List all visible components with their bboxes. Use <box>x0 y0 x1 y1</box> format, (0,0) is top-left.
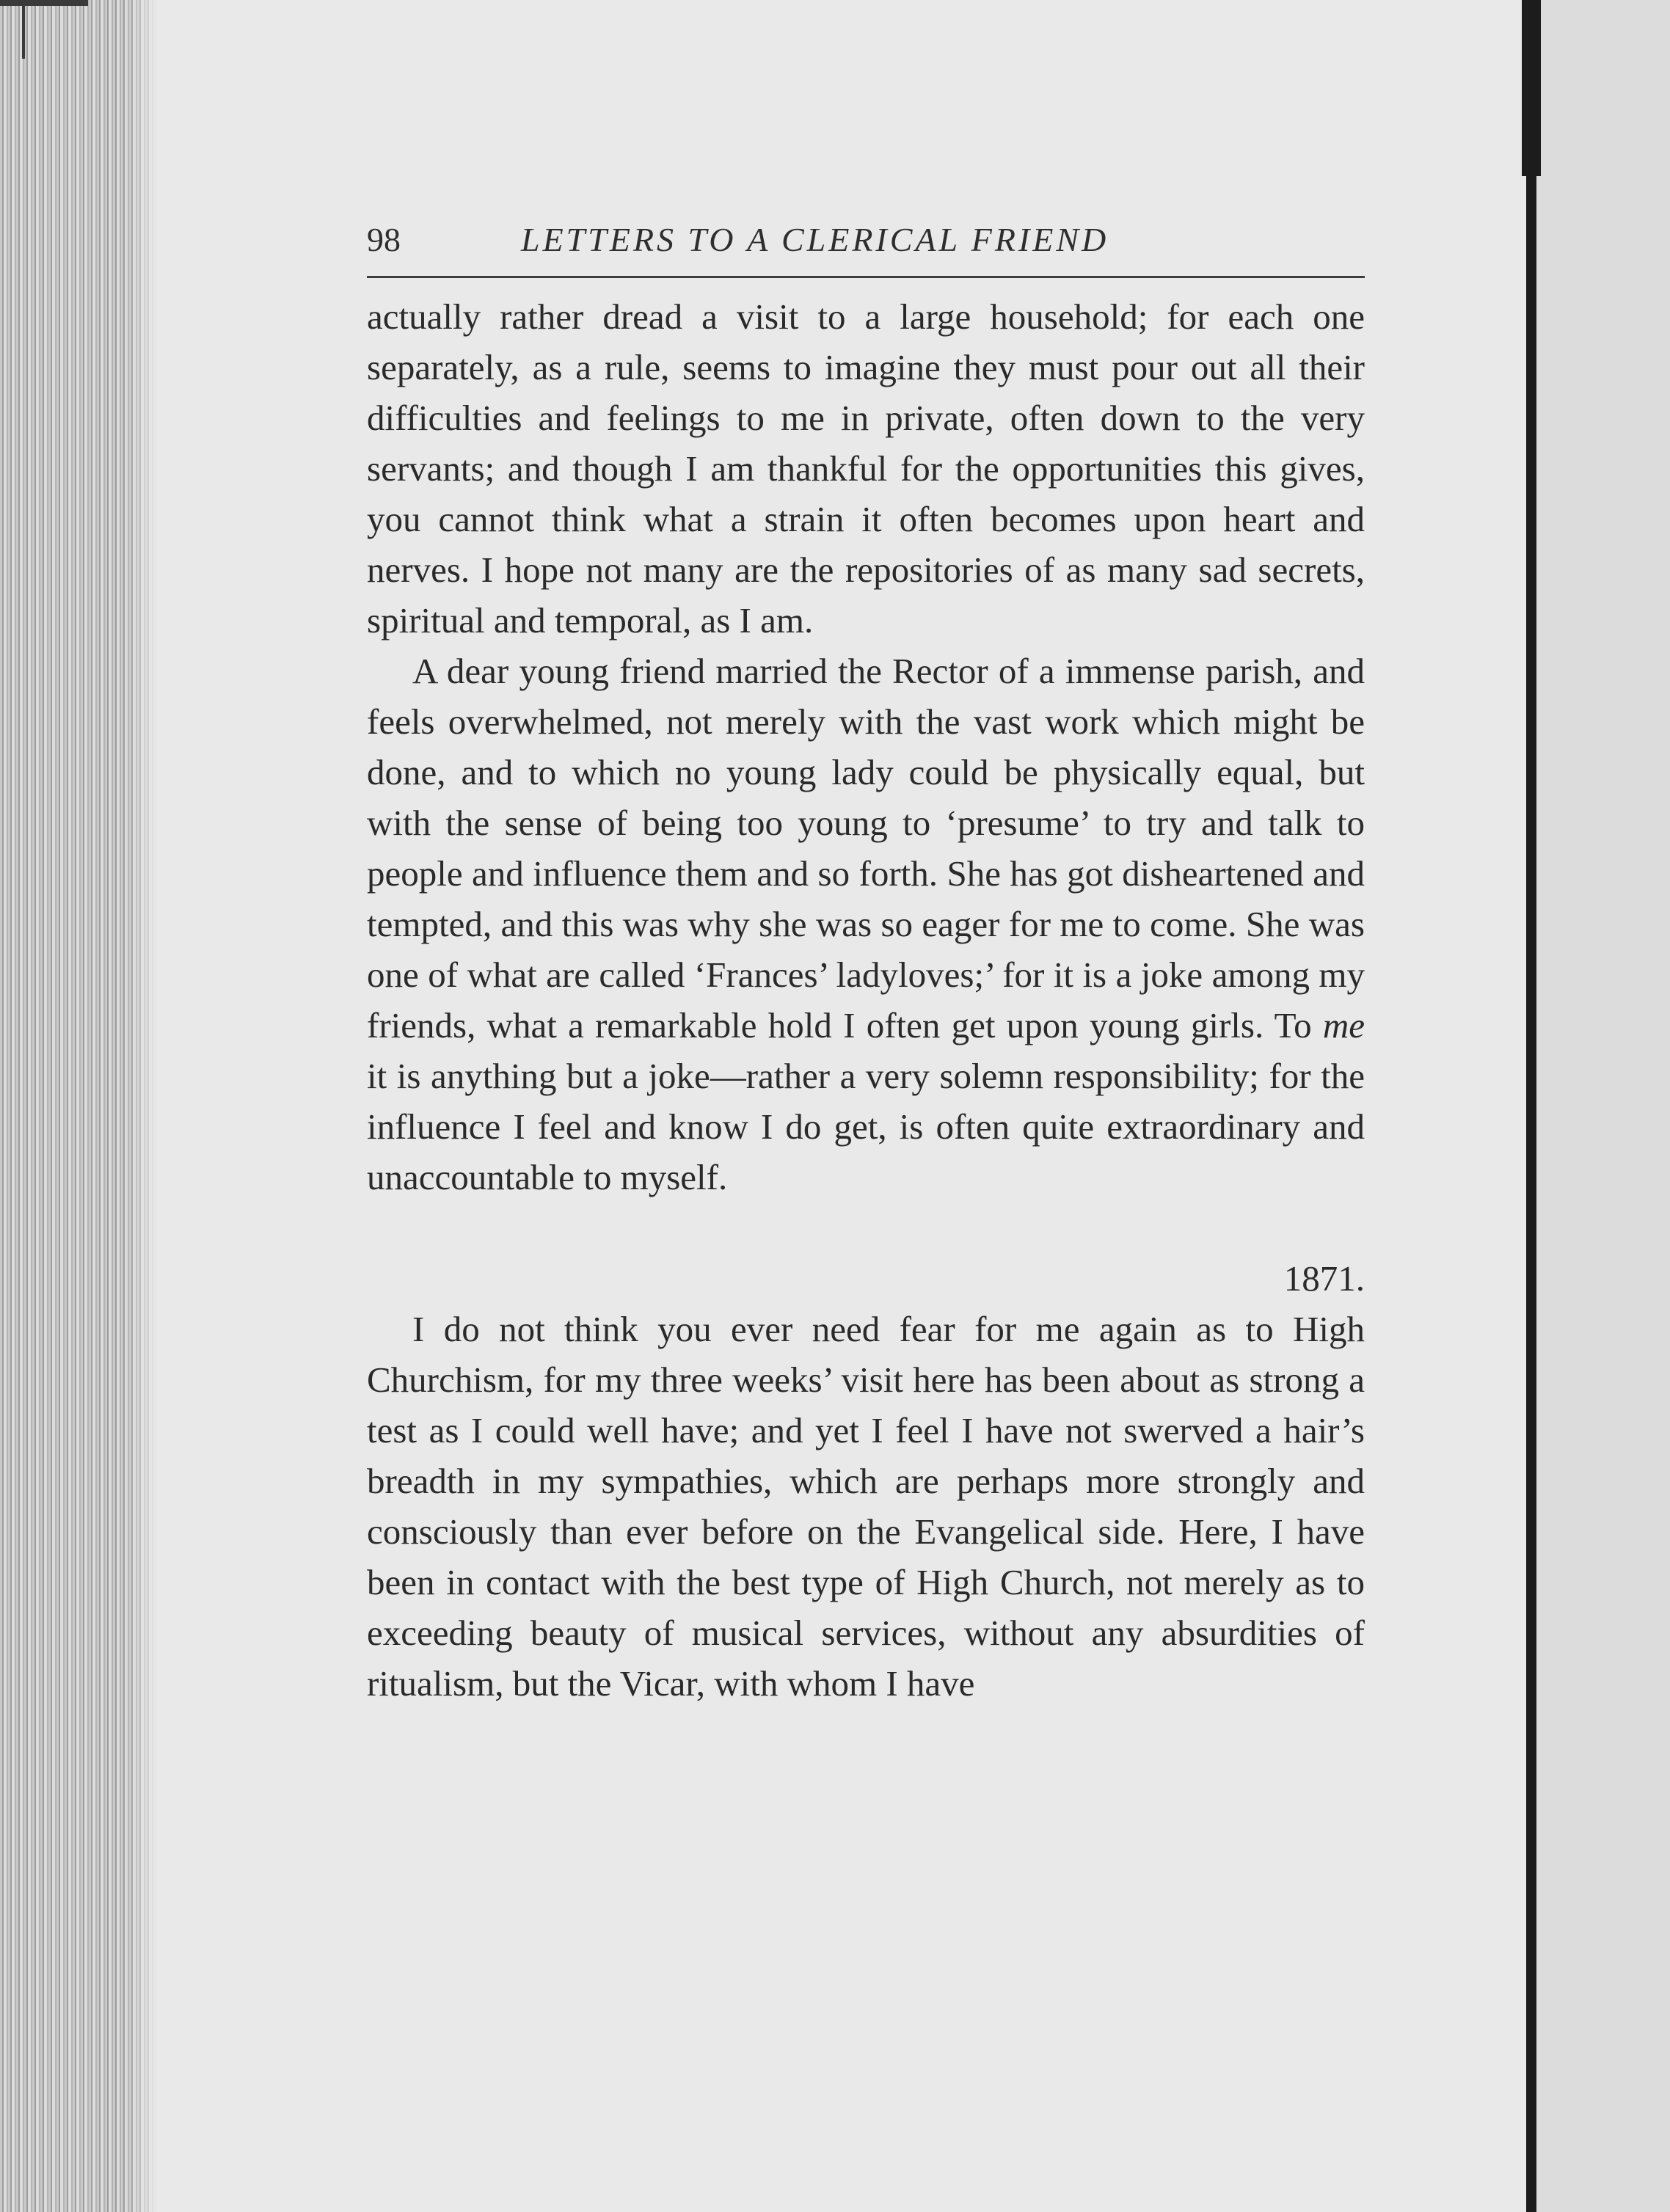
page-body <box>367 220 1365 1709</box>
header-rule <box>367 276 1365 278</box>
paragraph-continued: actually rather dread a visit to a large household; for each one separately, as a rule, seems to imagine they must pour out all their difficulties and feelings to me in private, often down to the very servants; and though I am thankful for the opportunities this gives, you cannot think what a strain it often becomes upon heart and nerves. I hope not many are the repositories of as many sad secrets, spiritual and temporal, as I am. <box>367 296 1365 640</box>
scan-corner-line <box>22 0 25 59</box>
running-title: LETTERS TO A CLERICAL FRIEND <box>521 221 1109 258</box>
page-edge-shadow <box>128 0 158 2212</box>
paragraph-high-churchism: I do not think you ever need fear for me again as to High Churchism, for my three weeks’ visit here has been about as strong a test as I could well have; and yet I feel I have not swerved a hair’s breadth in my sympathies, which are perhaps more strongly and consciously than ever before on the Evangelical side. Here, I have been in contact with the best type of High Church, not merely as to exceeding beauty of musical services, without any absurdities of ritualism, but the Vicar, with whom I have <box>367 1309 1365 1704</box>
running-head <box>367 220 1365 269</box>
letter-date: 1871. <box>1283 1258 1365 1299</box>
page-edge-stack <box>0 0 158 2212</box>
page-number: 98 <box>367 221 401 258</box>
paragraph-text: A dear young friend married the Rector of a immense parish, and feels overwhelmed, not merely with the vast work which might be done, and to which no young lady could be physically equal, but with the sense of being too young to ‘presume’ to try and talk to people and influence them and so forth. She has got disheartened and tempted, and this was why she was so eager for me to come. She was one of what are called ‘Frances’ ladyloves;’ for it is a joke among my friends, what a remarkable hold I often get upon young girls. To <box>367 651 1365 1045</box>
paragraph-text: it is anything but a joke—rather a very solemn responsibility; for the influence I feel and know I do get, is often quite extraordinary and unaccountable to myself. <box>367 1056 1365 1197</box>
facing-page-margin <box>1536 0 1670 2212</box>
binding-edge <box>1526 0 1536 2212</box>
scan-corner-mark <box>0 0 88 6</box>
paragraph-ladyloves <box>367 646 1365 1202</box>
emphasis-text: me <box>1322 1005 1365 1045</box>
